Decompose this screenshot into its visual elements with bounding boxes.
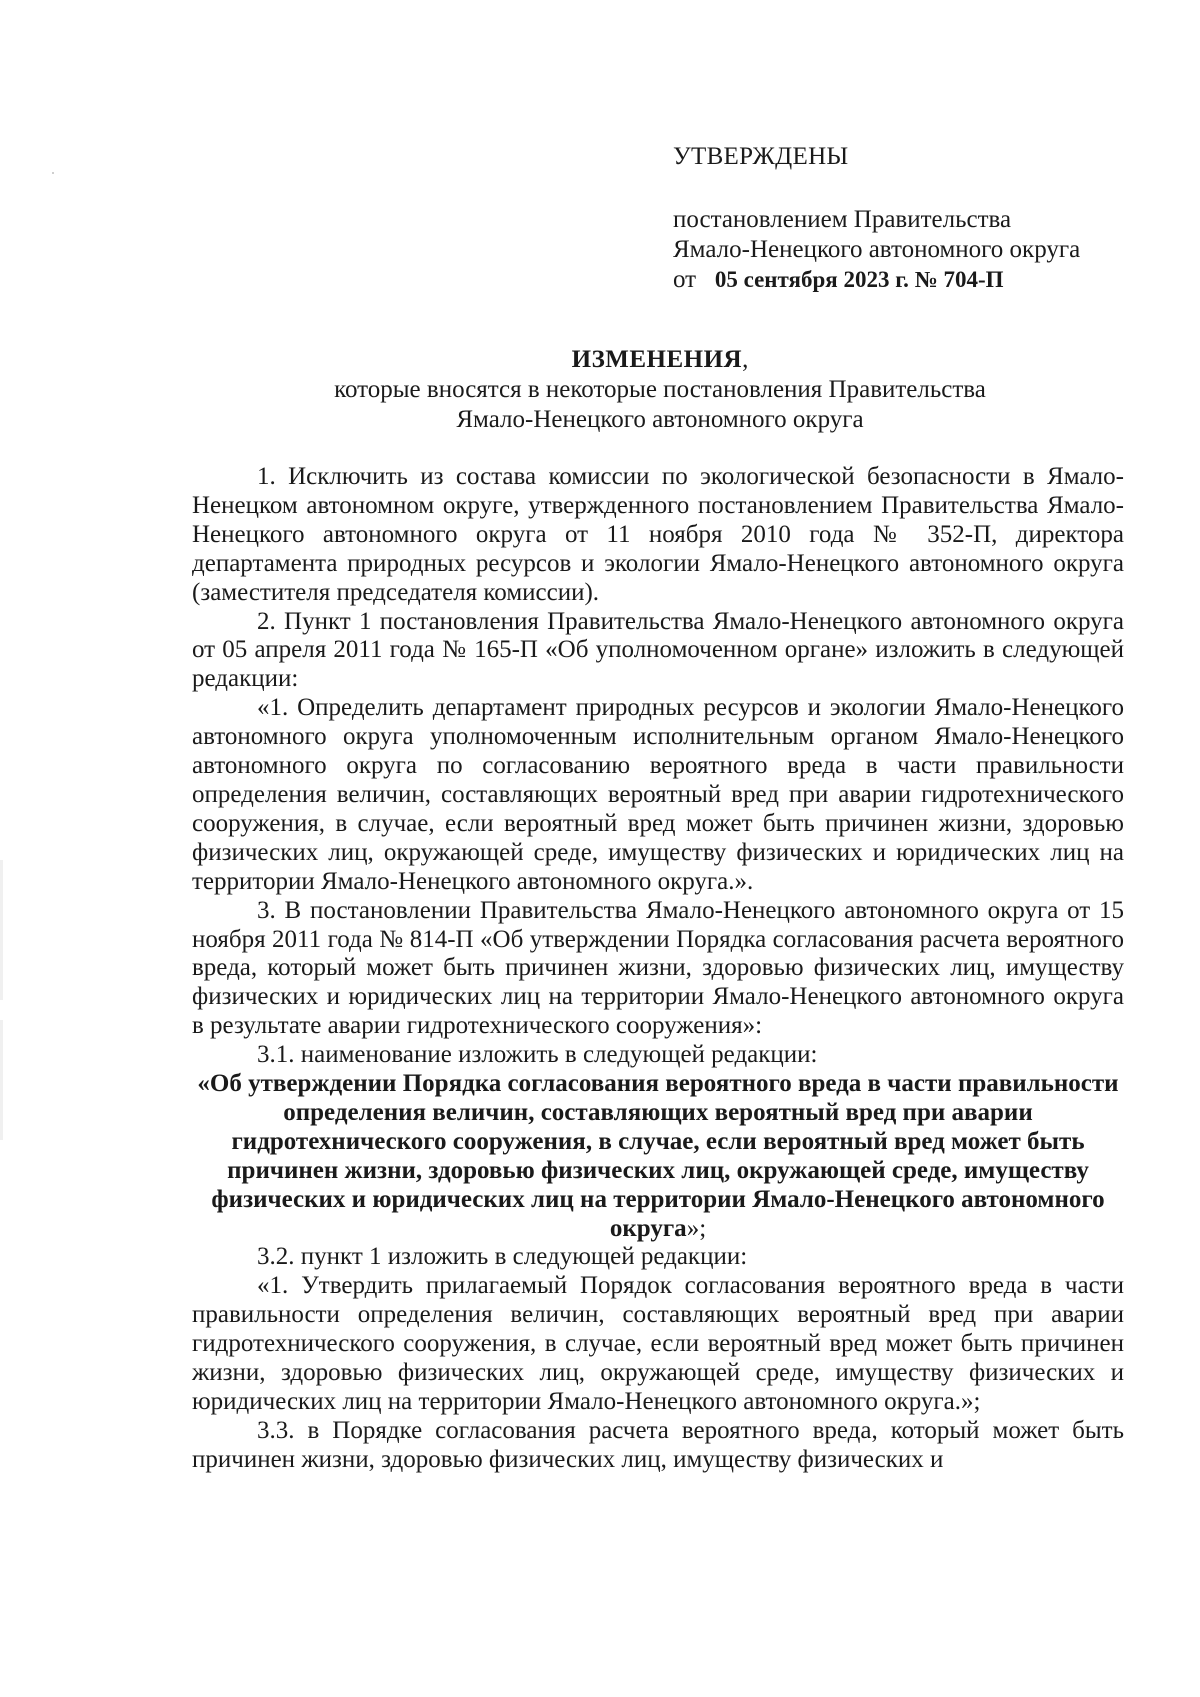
paragraph-3-1: 3.1. наименование изложить в следующей редакции: [257,1041,818,1069]
scan-edge-mark [0,1020,3,1140]
paragraph-3-1-new-title [192,1070,1124,1243]
approval-date-prefix: от [673,266,697,293]
paragraph-3: 3. В постановлении Правительства Ямало-Ненецкого автономного округа от 15 ноября 2011 года № 814-П «Об утверждении Порядка согласования расчета вероятного вреда, который может быть причинен жизни, здоровью физических лиц, имуществу физических и юридических лиц на территории Ямало-Ненецкого автономного округа в результате аварии гидротехнического сооружения»: [192,896,1124,1040]
paragraph-1: 1. Исключить из состава комиссии по экологической безопасности в Ямало-Ненецком автономном округе, утвержденного постановлением Правительства Ямало-Ненецкого автономного округа от 11 ноября 2010 года № 352-П, директора департамента природных ресурсов и экологии Ямало-Ненецкого автономного округа (заместителя председателя комиссии). [192,463,1124,606]
paragraph-3-3: 3.3. в Порядке согласования расчета вероятного вреда, который может быть причинен жизни, здоровью физических лиц, имуществу физических и [192,1416,1124,1473]
document-title-comma: , [742,346,749,373]
paragraph-3-2-quote: «1. Утвердить прилагаемый Порядок согласования вероятного вреда в части правильности определения величин, составляющих вероятный вред при аварии гидротехнического сооружения, в случае, если вероятный вред может быть причинен жизни, здоровью физических лиц, окружающей среде, имуществу физических и юридических лиц на территории Ямало-Ненецкого автономного округа.»; [192,1272,1124,1415]
paragraph-3-2: 3.2. пункт 1 изложить в следующей редакции: [257,1243,748,1271]
approval-date-line [673,265,1133,295]
approval-decree-number: 05 сентября 2023 г. № 704-П [714,267,1004,292]
approval-line-2: Ямало-Ненецкого автономного округа [673,236,1081,263]
paragraph-2-quote: «1. Определить департамент природных ресурсов и экологии Ямало-Ненецкого автономного округа уполномоченным исполнительным органом Ямало-Ненецкого автономного округа по согласованию вероятного вреда в части правильности определения величин, составляющих вероятный вред при аварии гидротехнического сооружения, в случае, если вероятный вред может быть причинен жизни, здоровью физических лиц, окружающей среде, имуществу физических и юридических лиц на территории Ямало-Ненецкого автономного округа.». [192,694,1124,895]
scan-edge-mark [0,860,3,1000]
document-body [192,463,1124,1475]
approval-line-1: постановлением Правительства [673,206,1012,233]
document-title [160,345,1160,375]
approval-heading: УТВЕРЖДЕНЫ [673,143,849,170]
document-title-main: ИЗМЕНЕНИЯ [571,346,743,373]
document-subtitle-2: Ямало-Ненецкого автономного округа [456,406,864,433]
document-title-block [160,345,1160,435]
new-title-tail: »; [686,1214,707,1242]
paragraph-2: 2. Пункт 1 постановления Правительства Ямало-Ненецкого автономного округа от 05 апреля 2011 года № 165-П «Об уполномоченном органе» изложить в следующей редакции: [192,607,1124,693]
approval-block [673,142,1133,295]
scan-speck [52,172,54,174]
new-title-text: «Об утверждении Порядка согласования вероятного вреда в части правильности определения величин, составляющих вероятный вред при аварии гидротехнического сооружения, в случае, если вероятный вред может быть причинен жизни, здоровью физических лиц, окружающей среде, имуществу физических и юридических лиц на территории Ямало-Ненецкого автономного округа [197,1070,1119,1242]
document-subtitle-1: которые вносятся в некоторые постановления Правительства [334,376,986,403]
